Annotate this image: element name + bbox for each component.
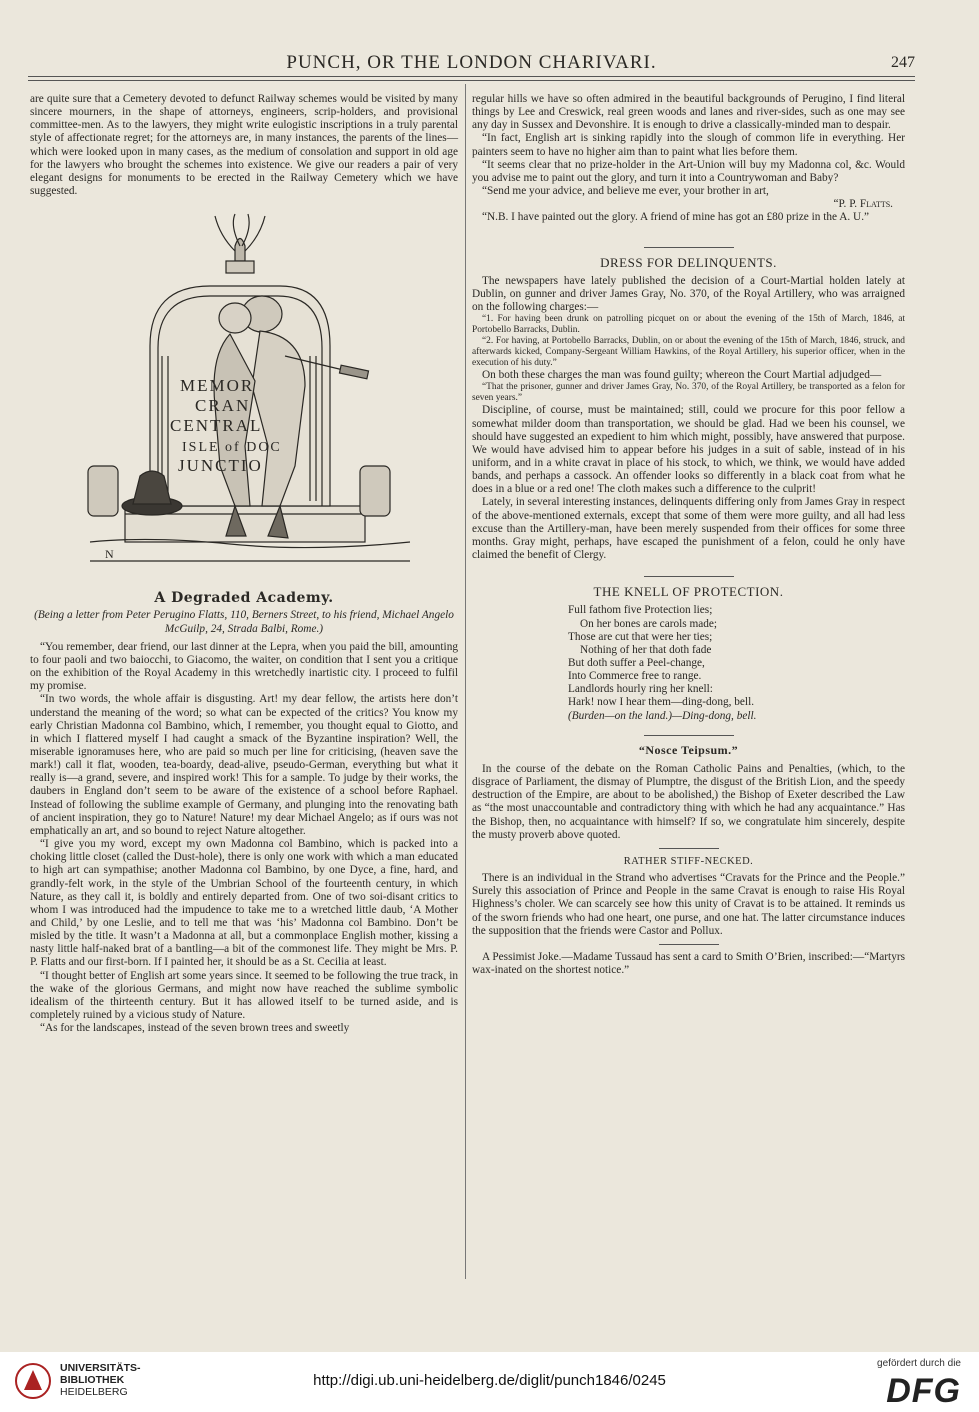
- dress-charge-2: “2. For having, at Portobello Barracks, Dublin, on or about the evening of the 15th of March, 1846, struck, and afterwards kicked, Company-Sergeant William Hawkins, of the Royal Artillery, his superior officer, when in the execution of his duty.”: [472, 336, 905, 369]
- funding-note: gefördert durch die: [877, 1358, 961, 1369]
- section-rule: [659, 848, 719, 849]
- inscription-line-5: JUNCTIO: [178, 456, 263, 476]
- dress-paragraph-4: Lately, in several interesting instances, delinquents differing only from James Gray in respect of the above-mentioned externals, except that some of them were more guilty, and all had less excuse than the Artillery-man, have been merely suspended from their offices for some three months. Gray might, perhaps, have escaped the punishment of a felon, could he only have claimed the benefit of Clergy.: [472, 496, 905, 562]
- letter-continued-1: regular hills we have so often admired in the beautiful backgrounds of Perugino, I find literal things by Lee and Creswick, real green woods and lanes and river-sides, such as one may see any day in Sussex and Devonshire. It is enough to drive a classically-minded man to despair.: [472, 93, 905, 132]
- section-rule: [659, 944, 719, 945]
- header-rule-bottom: [28, 80, 915, 81]
- section-title-knell: THE KNELL OF PROTECTION.: [593, 584, 784, 600]
- dfg-logo: DFG: [886, 1372, 961, 1410]
- library-name-line-2: BIBLIOTHEK: [60, 1374, 125, 1386]
- dress-sentence: “That the prisoner, gunner and driver James Gray, No. 370, of the Royal Artillery, be transported as a felon for seven years.”: [472, 382, 905, 404]
- poem-line: Nothing of her that doth fade: [580, 643, 712, 656]
- dress-paragraph-3: Discipline, of course, must be maintained; still, could we procure for this poor fellow a somewhat milder doom than transportation, we should be glad. Had we been his counsel, we should have suggested an expedient to him which might, possibly, have answered that purpose. We would have advised him to appear before his judges in a suit of sable, instead of in his uniform, and in a white cravat in place of his stock, to which, we think, we would have added bands, and perhaps a cassock. An offender looks so differently in a black coat from what he does in a blue or a red one! The cloth makes such a difference to the culprit!: [472, 404, 905, 496]
- header-rule-top: [28, 76, 915, 77]
- knell-poem: [472, 604, 905, 722]
- letter-signature: “P. P. Flatts.: [833, 198, 893, 211]
- nosce-paragraph: In the course of the debate on the Roman Catholic Pains and Penalties, (which, to the disgrace of Parliament, the dismay of Plumptre, the disgust of the British Lion, and the speedy destruction of the Empire, are about to be abolished,) the Bishop of Exeter described the Law as “the most unaccountable and contradictory thing with which he had any acquaintance.” Has the Bishop, then, no acquaintance with himself? If so, we congratulate him sincerely, despite the musty proverb above quoted.: [472, 762, 905, 841]
- cemetery-illustration: [30, 206, 458, 586]
- inscription-line-4: ISLE of DOC: [182, 440, 282, 456]
- section-rule: [644, 576, 734, 577]
- inscription-line-2: CRAN: [195, 396, 251, 416]
- pessimist-joke: A Pessimist Joke.—Madame Tussaud has sent a card to Smith O’Brien, inscribed:—“Martyrs wax-inated on the shortest notice.”: [472, 950, 905, 976]
- library-name-line-1: UNIVERSITÄTS-: [60, 1362, 141, 1374]
- poem-line: Full fathom five Protection lies;: [568, 604, 713, 617]
- inscription-line-1: MEMOR: [180, 376, 255, 396]
- section-rule: [644, 735, 734, 736]
- dress-paragraph-2: On both these charges the man was found guilty; whereon the Court Martial adjudged—: [482, 369, 882, 382]
- poem-line: But doth suffer a Peel-change,: [568, 657, 705, 669]
- letter-paragraph-1: “You remember, dear friend, our last dinner at the Lepra, when you paid the bill, amounting to four paoli and two baiocchi, to Giacomo, the waiter, on condition that I sent you a critique on the exhibition of the Royal Academy in this wretchedly inartistic city. I proceed to fulfil my promise.: [30, 640, 458, 693]
- section-title-stiff-necked: RATHER STIFF-NECKED.: [623, 855, 754, 867]
- left-column: [30, 93, 458, 1035]
- letter-continued-2: “In fact, English art is sinking rapidly into the slough of common life in everything. Her painters seem to have no higher aim than to paint what lies before them.: [472, 132, 905, 158]
- monument-engraving: [30, 206, 458, 586]
- letter-paragraph-2: “In two words, the whole affair is disgusting. Art! my dear fellow, the artists here don’t understand the meaning of the word; so what can be expected of the critics? You know my early Christian Madonna col Bambino, which, I remember, you thought equal to Giotto, and in which I flattered myself I had caught a smack of the Byzantine inspiration? Well, the miserable ignoramuses here, who are paid so much per line for criticising, (heaven save the mark!) call it flat, wooden, tea-boardy, dead-alive, pseudo-German, everything but what it really is—a grand, severe, and inspired work! This for a sample. To judge by their works, the daubers in England don’t seem to be aware of the existence of a school before Raphael. Instead of following the sublime example of Germany, and plunging into the renovating bath of ancient inspiration, they go to Nature! Nature! my dear Michael Angelo; as if ours was not emphatically an art, and so bound to reject Nature altogether.: [30, 693, 458, 837]
- dress-paragraph-1: The newspapers have lately published the decision of a Court-Martial holden lately at Dublin, on gunner and driver James Gray, No. 370, of the Royal Artillery, who was arraigned on the following charges:—: [472, 274, 905, 314]
- poem-line: Landlords hourly ring her knell:: [568, 683, 713, 696]
- letter-continued-3: “It seems clear that no prize-holder in the Art-Union will buy my Madonna col, &c. Would you advise me to paint out the glory, and turn it into a Countrywoman and Baby?: [472, 158, 905, 184]
- page-number: 247: [891, 54, 915, 71]
- section-title-degraded-academy: A Degraded Academy.: [154, 590, 334, 607]
- letter-paragraph-5: “As for the landscapes, instead of the seven brown trees and sweetly: [40, 1022, 350, 1035]
- poem-line: Those are cut that were her ties;: [568, 630, 713, 643]
- stiff-necked-paragraph: There is an individual in the Strand who advertises “Cravats for the Prince and the People.” Surely this association of Prince and People in the same Cravat is enough to raise His Royal Highness’s choler. We can scarcely see how this unity of Cravat is to be attained. It reminds us of the sworn friends who had one heart, one purse, and one hat. The latter circumstance induces the supposition that the friends were Castor and Pollux.: [472, 872, 905, 937]
- section-title-dress: DRESS FOR DELINQUENTS.: [600, 254, 777, 270]
- section-rule: [644, 247, 734, 248]
- letter-paragraph-4: “I thought better of English art some years since. It seemed to be following the true track, in the wake of the glorious Germans, and might now have reached the sublime symbolic idealism of the thirteenth century. But it has allowed itself to be turned aside, and is completely ruined by a vicious study of Nature.: [30, 969, 458, 1022]
- dress-charge-1: “1. For having been drunk on patrolling picquet on or about the evening of the 15th of March, 1846, at Portobello Barracks, Dublin.: [472, 314, 905, 336]
- masthead-title: PUNCH, OR THE LONDON CHARIVARI.: [286, 52, 657, 73]
- right-column: [472, 93, 905, 977]
- letter-continued-4: “Send me your advice, and believe me ever, your brother in art,: [482, 185, 769, 198]
- poem-line: Into Commerce free to range.: [568, 670, 702, 683]
- poem-line: On her bones are carols made;: [580, 617, 718, 630]
- inscription-line-3: CENTRAL: [170, 416, 263, 436]
- cemetery-paragraph: are quite sure that a Cemetery devoted to defunct Railway schemes would be visited by many sincere mourners, in the shape of attorneys, engineers, scrip-holders, and provisional committee-men. As to the lawyers, they might write eulogistic inscriptions in a truly parental style of affectionate regret; for the attorneys are, in many instances, the parents of the lines—which were looked upon in many cases, as the medium of consolation and support in old age for the lawyers who brought the schemes into existence. We give our readers a pair of very elegant designs for monuments to be erected in the Railway Cemetery which we have suggested.: [30, 93, 458, 198]
- digitization-footer: [0, 1352, 979, 1412]
- poem-line: (Burden—on the land.)—Ding-dong, bell.: [568, 709, 757, 722]
- letter-postscript: “N.B. I have painted out the glory. A friend of mine has got an £80 prize in the A. U.”: [482, 211, 870, 224]
- letter-paragraph-3: “I give you my word, except my own Madonna col Bambino, which is packed into a choking little closet (called the Dust-hole), there is only one work with which a man educated to high art can sympathise; another Madonna col Bambino, by one Dyce, a fine, hard, and grandly-felt work, in the style of the Umbrian School of the fourteenth century, in which Nature, as they call it, is boldly and entirely departed from. One of two soi-disant critics to whom I was introduced had the impudence to take me to a wretched little daub, ‘A Mother and Child,’ by one Leslie, and to tell me that was ‘his’ Madonna col Bambino. Don’t be misled by the title. It wasn’t a Madonna at all, but a commonplace English mother, kissing a nasty little half-naked brat of a bantling—a bit of the commonest life. They might be Mrs. P. P. Flatts and our first-born. If I painted her, it should be as a St. Cecilia at least.: [30, 838, 458, 969]
- poem-line: Hark! now I hear them—ding-dong, bell.: [568, 696, 755, 709]
- page-header: [28, 52, 915, 78]
- column-divider: [465, 84, 466, 1279]
- library-name-line-3: HEIDELBERG: [60, 1386, 128, 1398]
- source-url[interactable]: http://digi.ub.uni-heidelberg.de/diglit/punch1846/0245: [313, 1372, 666, 1389]
- engraver-mark: N: [105, 547, 116, 562]
- section-title-nosce: “Nosce Teipsum.”: [638, 742, 739, 757]
- letter-byline: (Being a letter from Peter Perugino Flatts, 110, Berners Street, to his friend, Michael Angelo McGuilp, 24, Strada Balbi, Rome.): [34, 609, 454, 635]
